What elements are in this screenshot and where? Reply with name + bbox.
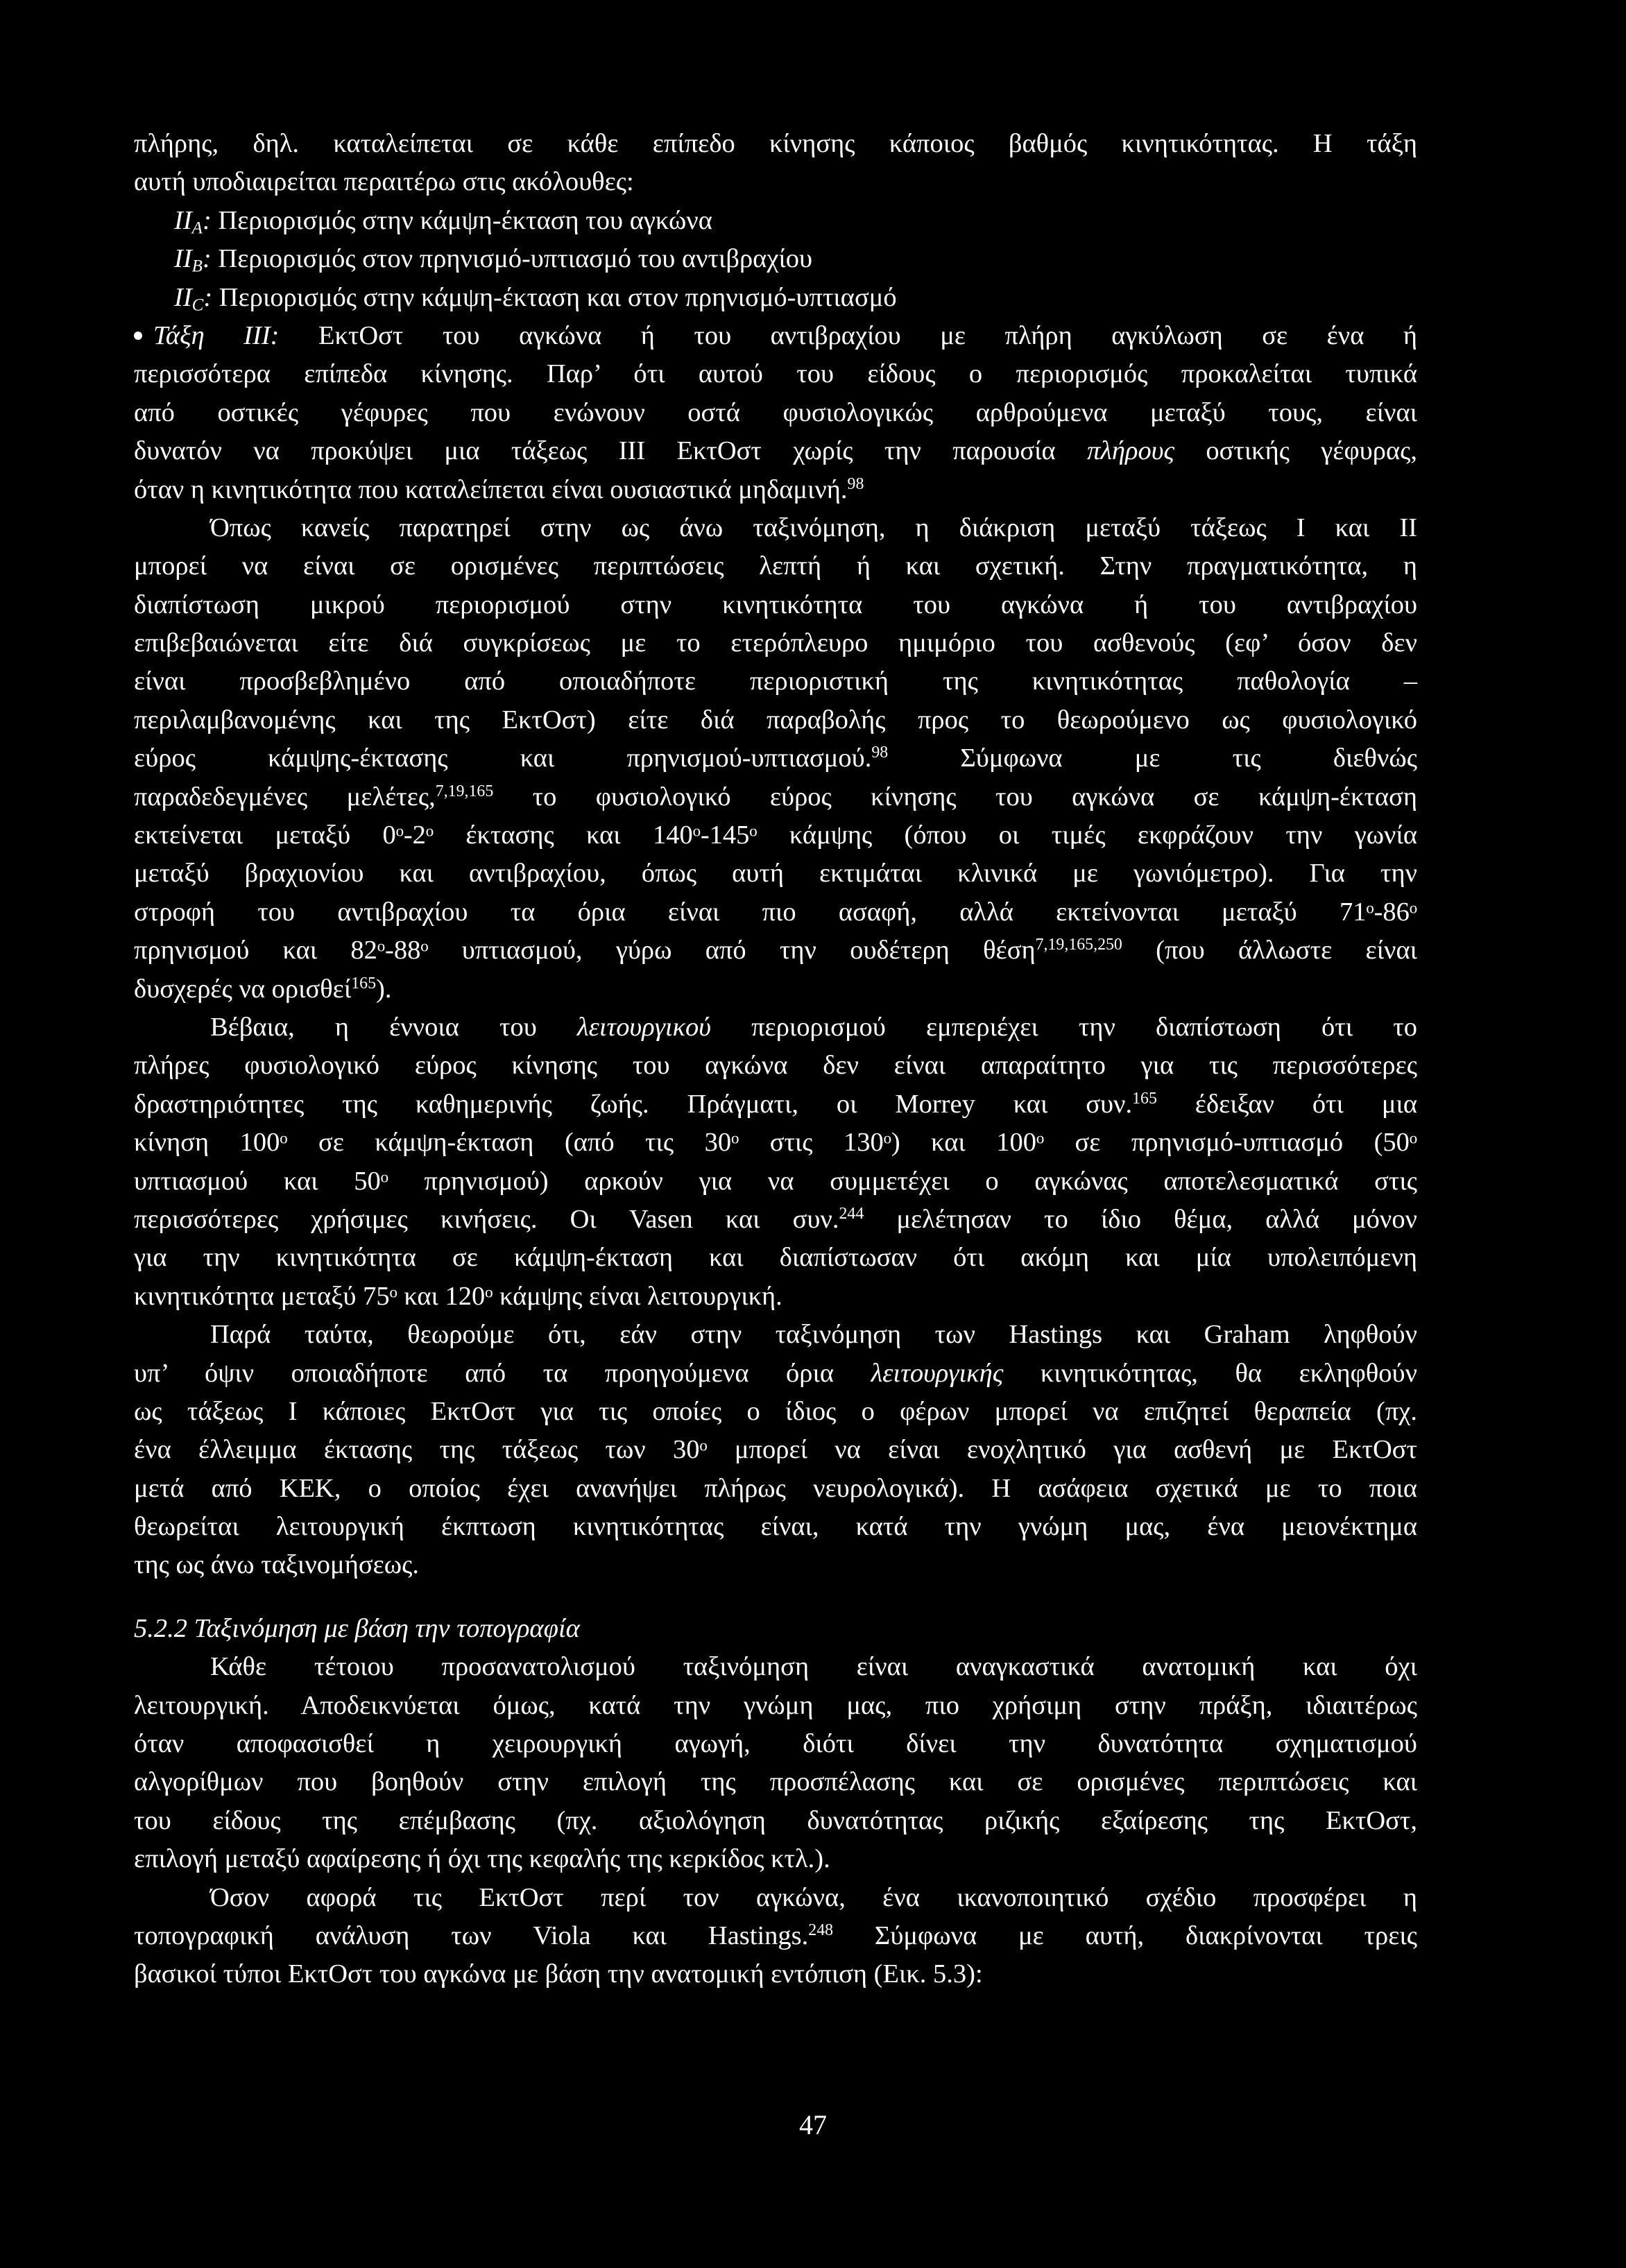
section-heading bbox=[134, 1610, 1417, 1648]
bullet-label: Τάξη ΙΙΙ: bbox=[153, 320, 280, 350]
section-heading-text: 5.2.2 Ταξινόμηση με βάση την τοπογραφία bbox=[134, 1613, 580, 1643]
subclass-subscript: B bbox=[191, 257, 203, 276]
text-span: ΕκτΟστ του αγκώνα ή του αντιβραχίου με πλήρη αγκύλωση σε ένα ή bbox=[279, 320, 1417, 350]
text-line bbox=[134, 1201, 1417, 1239]
text-span: υπ’ όψιν οποιαδήποτε από τα προηγούμενα όρια bbox=[134, 1358, 871, 1388]
text-line: επιβεβαιώνεται είτε διά συγκρίσεως με το ετερόπλευρο ημιμόριο του ασθενούς (εφ’ όσον δεν bbox=[134, 628, 1417, 658]
subclass-subscript: C bbox=[191, 295, 204, 314]
text-line: περιλαμβανομένης και της ΕκτΟστ) είτε διά παραβολής προς το θεωρούμενο ως φυσιολογικό bbox=[134, 705, 1417, 734]
text-line: λειτουργική. Αποδεικνύεται όμως, κατά την γνώμη μας, πιο χρήσιμη στην πράξη, ιδιαιτέρως bbox=[134, 1690, 1417, 1720]
subclass-b bbox=[134, 240, 1417, 278]
text-line: κίνηση 100ᵒ σε κάμψη-έκταση (από τις 30ᵒ στις 130ᵒ) και 100ᵒ σε πρηνισμό-υπτιασμό (50ᵒ bbox=[134, 1128, 1417, 1158]
citation-superscript: 244 bbox=[839, 1204, 864, 1223]
text-line: κινητικότητα μεταξύ 75ᵒ και 120ᵒ κάμψης είναι λειτουργική. bbox=[134, 1281, 782, 1311]
text-line: από οστικές γέφυρες που ενώνουν οστά φυσιολογικώς αρθρούμενα μεταξύ τους, είναι bbox=[134, 397, 1417, 427]
text-span: πρηνισμού και 82ᵒ-88ᵒ υπτιασμού, γύρω από την ουδέτερη θέση bbox=[134, 936, 1036, 965]
italic-text: πλήρους bbox=[1086, 436, 1175, 466]
subclass-label: II bbox=[174, 205, 192, 235]
citation-superscript: 7,19,165,250 bbox=[1035, 936, 1122, 954]
text-span: περισσότερα επίπεδα κίνησης. bbox=[134, 359, 547, 389]
text-span: δυσχερές να ορισθεί bbox=[134, 974, 352, 1004]
text-line bbox=[134, 432, 1417, 470]
text-line bbox=[134, 931, 1417, 970]
text-line: πλήρης, δηλ. καταλείπεται σε κάθε επίπεδο κίνησης κάποιος βαθμός κινητικότητας. Η τάξη bbox=[134, 129, 1417, 158]
text-line: στροφή του αντιβραχίου τα όρια είναι πιο ασαφή, αλλά εκτείνονται μεταξύ 71ᵒ-86ᵒ bbox=[134, 897, 1417, 927]
text-span: δυνατόν να προκύψει μια τάξεως ΙΙΙ ΕκτΟστ χωρίς την παρουσία bbox=[134, 436, 1087, 466]
subclass-a bbox=[134, 202, 1417, 240]
page-number: 47 bbox=[799, 2109, 827, 2140]
text-line: Κάθε τέτοιου προσανατολισμού ταξινόμηση είναι αναγκαστικά ανατομική και όχι bbox=[210, 1652, 1417, 1682]
citation-superscript: 98 bbox=[847, 474, 864, 493]
text-line: μεταξύ βραχιονίου και αντιβραχίου, όπως αυτή εκτιμάται κλινικά με γωνιόμετρο). Για την bbox=[134, 859, 1417, 888]
text-line: ως τάξεως Ι κάποιες ΕκτΟστ για τις οποίες ο ίδιος ο φέρων μπορεί να επιζητεί θεραπεία (πχ. bbox=[134, 1396, 1417, 1426]
bullet-icon bbox=[134, 332, 142, 340]
text-span: Σύμφωνα με τις διεθνώς bbox=[888, 744, 1417, 773]
text-line: του είδους της επέμβασης (πχ. αξιολόγηση δυνατότητας ριζικής εξαίρεσης της ΕκτΟστ, bbox=[134, 1805, 1417, 1835]
text-line: αλγορίθμων που βοηθούν στην επιλογή της προσπέλασης και σε ορισμένες περιπτώσεις και bbox=[134, 1767, 1417, 1797]
text-line: βασικοί τύποι ΕκτΟστ του αγκώνα με βάση την ανατομική εντόπιση (Εικ. 5.3): bbox=[134, 1959, 983, 1989]
text-line: θεωρείται λειτουργική έκπτωση κινητικότητας είναι, κατά την γνώμη μας, ένα μειονέκτημα bbox=[134, 1512, 1417, 1542]
citation-superscript: 98 bbox=[871, 744, 889, 762]
subclass-c bbox=[134, 279, 1417, 317]
citation-superscript: 7,19,165 bbox=[435, 782, 494, 800]
subclass-label: II bbox=[174, 282, 192, 312]
text-line: μπορεί να είναι σε ορισμένες περιπτώσεις λεπτή ή και σχετική. Στην πραγματικότητα, η bbox=[134, 551, 1417, 581]
subclass-text: Περιορισμός στην κάμψη-έκταση του αγκώνα bbox=[211, 205, 712, 235]
text-span: παραδεδεγμένες μελέτες, bbox=[134, 782, 436, 811]
text-line: αυτή υποδιαιρείται περαιτέρω στις ακόλουθες: bbox=[134, 167, 634, 197]
text-span: δραστηριότητες της καθημερινής ζωής. Πράγματι, οι Morrey και συν. bbox=[134, 1089, 1133, 1119]
text-line: όταν αποφασισθεί η χειρουργική αγωγή, διότι δίνει την δυνατότητα σχηματισμού bbox=[134, 1729, 1417, 1759]
text-line: είναι προσβεβλημένο από οποιαδήποτε περιοριστική της κινητικότητας παθολογία – bbox=[134, 667, 1417, 696]
document-page bbox=[134, 125, 1417, 1994]
bullet-item-class-3 bbox=[134, 317, 1417, 355]
text-line bbox=[134, 1085, 1417, 1124]
text-line bbox=[134, 778, 1417, 816]
text-span: έδειξαν ότι μια bbox=[1156, 1089, 1417, 1119]
text-line: διαπίστωση μικρού περιορισμού στην κινητικότητα του αγκώνα ή του αντιβραχίου bbox=[134, 590, 1417, 619]
text-span: ). bbox=[376, 974, 392, 1004]
text-span: μελέτησαν το ίδιο θέμα, αλλά μόνον bbox=[864, 1204, 1417, 1234]
subclass-text: Περιορισμός στην κάμψη-έκταση και στον πρηνισμό-υπτιασμό bbox=[212, 282, 897, 312]
subclass-colon: : bbox=[202, 244, 212, 274]
text-span: όταν η κινητικότητα που καταλείπεται είναι ουσιαστικά μηδαμινή. bbox=[134, 474, 848, 504]
text-line: Όσον αφορά τις ΕκτΟστ περί τον αγκώνα, ένα ικανοποιητικό σχέδιο προσφέρει η bbox=[210, 1882, 1417, 1912]
subclass-colon: : bbox=[203, 282, 213, 312]
text-line bbox=[134, 1917, 1417, 1955]
subclass-text: Περιορισμός στον πρηνισμό-υπτιασμό του αντιβραχίου bbox=[211, 244, 813, 274]
italic-text: λειτουργικής bbox=[871, 1358, 1004, 1388]
text-span: περισσότερες χρήσιμες κινήσεις. Οι Vasen και συν. bbox=[134, 1204, 839, 1234]
text-line bbox=[134, 471, 1417, 509]
citation-superscript: 248 bbox=[808, 1921, 834, 1939]
text-span: περιορισμού εμπεριέχει την διαπίστωση ότι το bbox=[710, 1012, 1417, 1042]
text-line bbox=[134, 1355, 1417, 1393]
italic-text: λειτουργικού bbox=[576, 1012, 711, 1042]
text-line: επιλογή μεταξύ αφαίρεσης ή όχι της κεφαλής της κερκίδος κτλ.). bbox=[134, 1844, 830, 1874]
text-line: πλήρες φυσιολογικό εύρος κίνησης του αγκώνα δεν είναι απαραίτητο για τις περισσότερες bbox=[134, 1051, 1417, 1081]
text-span: (που άλλωστε είναι bbox=[1122, 936, 1417, 965]
text-span: το φυσιολογικό εύρος κίνησης του αγκώνα σε κάμψη-έκταση bbox=[493, 782, 1417, 811]
text-span: τοπογραφική ανάλυση των Viola και Hastings. bbox=[134, 1921, 809, 1950]
text-line: για την κινητικότητα σε κάμψη-έκταση και διαπίστωσαν ότι ακόμη και μία υπολειπόμενη bbox=[134, 1243, 1417, 1273]
subclass-label: II bbox=[174, 244, 192, 274]
text-span: Βέβαια, η έννοια του bbox=[210, 1012, 577, 1042]
text-line: Παρά ταύτα, θεωρούμε ότι, εάν στην ταξινόμηση των Hastings και Graham ληφθούν bbox=[210, 1320, 1417, 1350]
text-span: κινητικότητας, θα εκληφθούν bbox=[1003, 1358, 1418, 1388]
text-span: εύρος κάμψης-έκτασης και πρηνισμού-υπτιασμού. bbox=[134, 744, 872, 773]
subclass-colon: : bbox=[202, 205, 212, 235]
text-span: Παρ’ ότι αυτού του είδους ο περιορισμός προκαλείται τυπικά bbox=[546, 359, 1417, 389]
text-line: Όπως κανείς παρατηρεί στην ως άνω ταξινόμηση, η διάκριση μεταξύ τάξεως Ι και ΙΙ bbox=[210, 513, 1417, 542]
text-line bbox=[134, 355, 1417, 393]
citation-superscript: 165 bbox=[351, 974, 377, 993]
text-line: ένα έλλειμμα έκτασης της τάξεως των 30ᵒ μπορεί να είναι ενοχλητικό για ασθενή με ΕκτΟστ bbox=[134, 1435, 1417, 1465]
text-line bbox=[134, 1008, 1417, 1047]
text-span: Σύμφωνα με αυτή, διακρίνονται τρεις bbox=[833, 1921, 1418, 1950]
citation-superscript: 165 bbox=[1132, 1089, 1157, 1108]
text-line: υπτιασμού και 50ᵒ πρηνισμού) αρκούν για να συμμετέχει ο αγκώνας αποτελεσματικά στις bbox=[134, 1166, 1417, 1196]
text-line bbox=[134, 970, 1417, 1008]
text-line: εκτείνεται μεταξύ 0ᵒ-2ᵒ έκτασης και 140ᵒ-145ᵒ κάμψης (όπου οι τιμές εκφράζουν την γωνία bbox=[134, 821, 1417, 850]
text-span: οστικής γέφυρας, bbox=[1174, 436, 1417, 466]
text-line: μετά από ΚΕΚ, ο οποίος έχει ανανήψει πλήρως νευρολογικά). Η ασάφεια σχετικά με το ποια bbox=[134, 1473, 1417, 1503]
text-line bbox=[134, 739, 1417, 778]
text-line: της ως άνω ταξινομήσεως. bbox=[134, 1550, 419, 1580]
subclass-subscript: A bbox=[191, 218, 203, 238]
